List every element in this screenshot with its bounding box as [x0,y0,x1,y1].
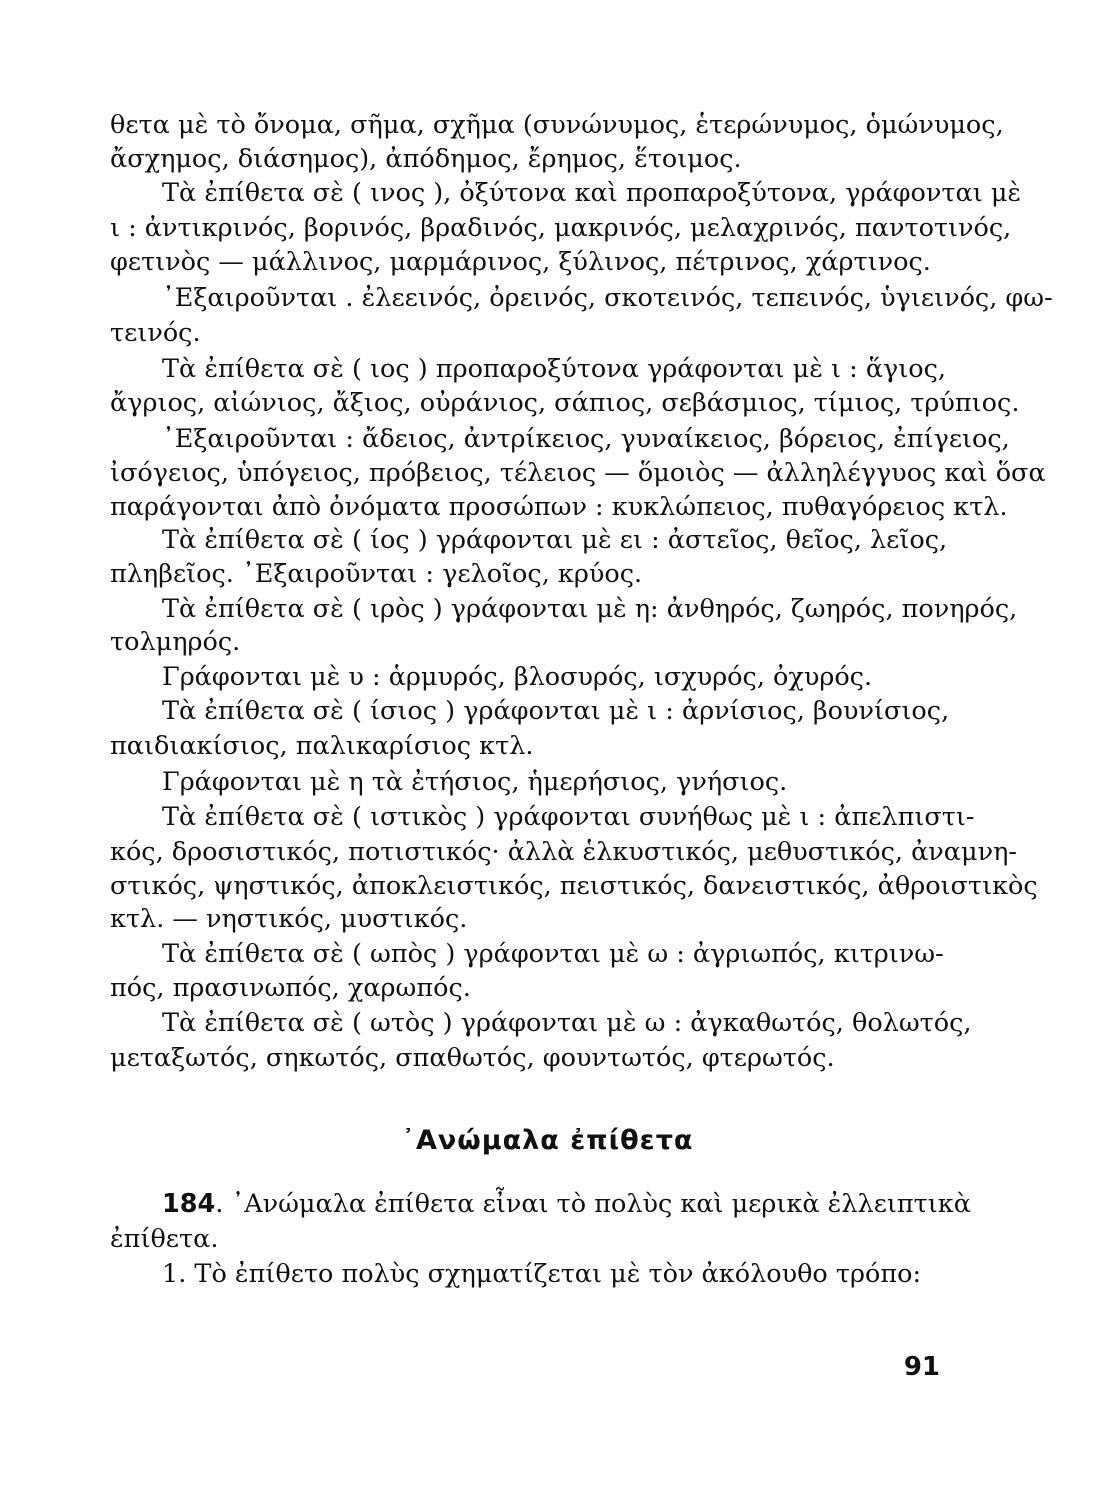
section-heading: ᾿Ανώμαλα ἐπίθετα [401,1125,694,1156]
text-line: τεινός. [110,318,201,348]
text-line: ι : ἀντικρινός, βορινός, βραδινός, μακρινός, μελαχρινός, παντοτινός, [110,213,1012,243]
text-line: Τὰ ἐπίθετα σὲ ( ιστικὸς ) γράφονται συνήθως μὲ ι : ἀπελπιστι- [162,802,975,832]
text-line: θετα μὲ τὸ ὄνομα, σῆμα, σχῆμα (συνώνυμος, ἑτερώνυμος, ὁμώνυμος, [110,110,1004,140]
text-line: Γράφονται μὲ η τὰ ἐτήσιος, ἡμερήσιος, γνήσιος. [162,767,788,797]
text-line: τολμηρός. [110,627,241,657]
text-line: πληβεῖος. ᾿Εξαιροῦνται : γελοῖος, κρύος. [110,559,643,589]
text-line: Τὰ ἐπίθετα σὲ ( ιρὸς ) γράφονται μὲ η: ἀνθηρός, ζωηρός, πονηρός, [162,594,1018,624]
page-number: 91 [903,1352,940,1382]
text-line: φετινὸς — μάλλινος, μαρμάρινος, ξύλινος, πέτρινος, χάρτινος. [110,247,931,277]
text-line: ἰσόγειος, ὑπόγειος, πρόβειος, τέλειος — ὅμοιὸς — ἀλληλέγγυος καὶ ὅσα [110,458,1046,488]
text-line: Τὰ ἐπίθετα σὲ ( ωπὸς ) γράφονται μὲ ω : ἀγριωπός, κιτρινω- [162,939,944,969]
text-line: μεταξωτός, σηκωτός, σπαθωτός, φουντωτός, φτερωτός. [110,1043,835,1073]
text-line: παιδιακίσιος, παλικαρίσιος κτλ. [110,731,534,761]
text-line: Τὰ ἐπίθετα σὲ ( ίος ) γράφονται μὲ ει : ἀστεῖος, θεῖος, λεῖος, [162,525,948,555]
text-line: Τὰ ἐπίθετα σὲ ( ωτὸς ) γράφονται μὲ ω : ἀγκαθωτός, θολωτός, [162,1008,972,1038]
text-line: στικός, ψηστικός, ἀποκλειστικός, πειστικός, δανειστικός, ἀθροιστικὸς [110,871,1038,901]
text-line: πός, πρασινωπός, χαρωπός. [110,973,471,1003]
text-line: ἄσχημος, διάσημος), ἀπόδημος, ἔρημος, ἕτοιμος. [110,144,742,174]
text-line: 1. Τὸ ἐπίθετο πολὺς σχηματίζεται μὲ τὸν ἀκόλουθο τρόπο: [162,1259,922,1289]
text-line: ᾿Εξαιροῦνται : ἄδειος, ἀντρίκειος, γυναίκειος, βόρειος, ἐπίγειος, [162,424,1010,454]
text-line: κτλ. — νηστικός, μυστικός. [110,904,468,934]
text-line: Τὰ ἐπίθετα σὲ ( ίσιος ) γράφονται μὲ ι : ἀρνίσιος, βουνίσιος, [162,696,950,726]
section-number: 184 [162,1189,216,1219]
text-line: ἐπίθετα. [110,1224,219,1254]
text-line: Τὰ ἐπίθετα σὲ ( ιος ) προπαροξύτονα γράφονται μὲ ι : ἅγιος, [162,354,947,384]
section-text: . ᾿Ανώμαλα ἐπίθετα εἶναι τὸ πολὺς καὶ μερικὰ ἐλλειπτικὰ [215,1189,971,1219]
text-line: Τὰ ἐπίθετα σὲ ( ινος ), ὀξύτονα καὶ προπαροξύτονα, γράφονται μὲ [162,178,1022,208]
text-line: ᾿Εξαιροῦνται . ἐλεεινός, ὀρεινός, σκοτεινός, τεπεινός, ὑγιεινός, φω- [162,283,1053,313]
text-line: Γράφονται μὲ υ : ἁρμυρός, βλοσυρός, ισχυρός, ὀχυρός. [162,662,873,692]
text-line: παράγονται ἀπὸ ὀνόματα προσώπων : κυκλώπειος, πυθαγόρειος κτλ. [110,492,1008,522]
section-first-line [162,1187,971,1221]
text-line: ἄγριος, αἰώνιος, ἄξιος, οὐράνιος, σάπιος, σεβάσμιος, τίμιος, τρύπιος. [110,388,1020,418]
text-line: κός, δροσιστικός, ποτιστικός· ἀλλὰ ἑλκυστικός, μεθυστικός, ἀναμνη- [110,837,1017,867]
